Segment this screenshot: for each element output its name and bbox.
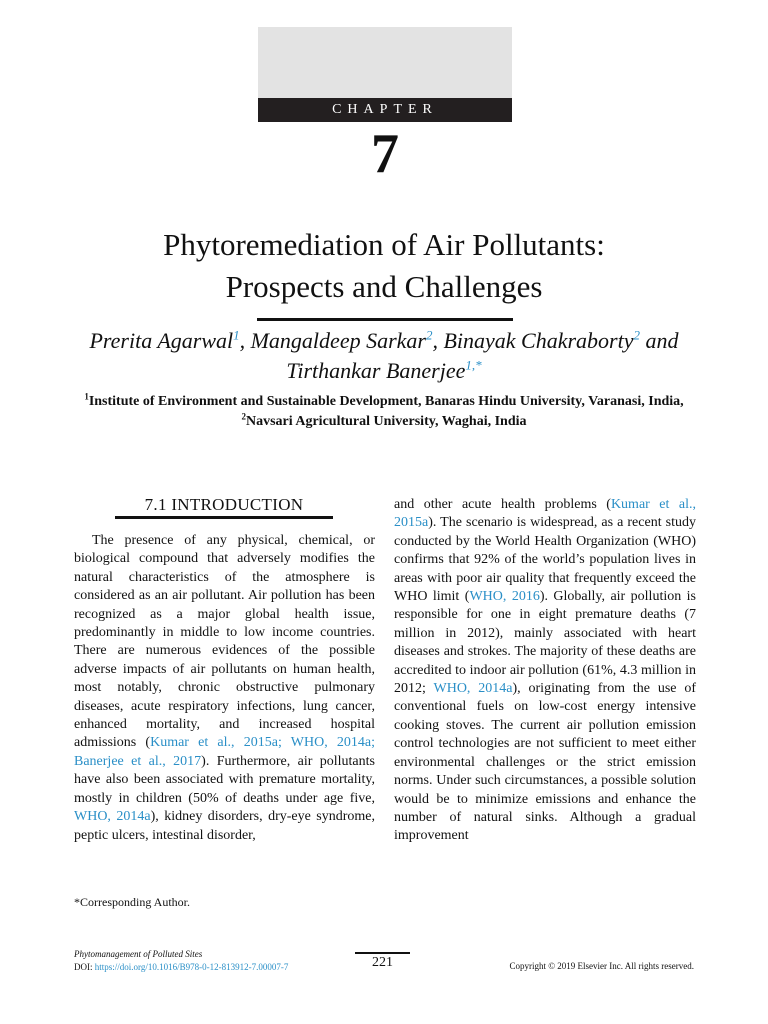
intro-paragraph-right bbox=[394, 496, 696, 846]
author-line-1 bbox=[40, 326, 728, 356]
author-line-2 bbox=[40, 356, 728, 386]
chapter-number: 7 bbox=[371, 123, 399, 185]
title-line-2: Prospects and Challenges bbox=[225, 269, 543, 304]
corresponding-author-note: *Corresponding Author. bbox=[74, 895, 190, 909]
citation-link[interactable]: WHO, 2014a bbox=[433, 681, 513, 697]
affiliation-ref[interactable]: 2 bbox=[425, 327, 433, 343]
doi-line bbox=[74, 961, 288, 974]
affiliation-1 bbox=[40, 392, 728, 412]
body-text: and other acute health problems ( bbox=[394, 497, 611, 512]
affiliation-number: 2 bbox=[241, 411, 246, 422]
author-name: Binayak Chakraborty bbox=[443, 328, 634, 353]
affiliation-ref[interactable]: 2 bbox=[633, 327, 640, 343]
author-name: Prerita Agarwal bbox=[89, 328, 234, 353]
body-text: ), kidney disorders, dry-eye syndrome, peptic ulcers, intestinal disorder, bbox=[74, 809, 375, 843]
doi-link[interactable]: https://doi.org/10.1016/B978-0-12-813912-7.00007-7 bbox=[94, 962, 289, 972]
body-text: ). Globally, air pollution is responsible for one in eight premature deaths (7 million in 2012), mainly associated with heart diseases and strokes. The majority of these deaths are accredited to indoor air pollution (61%, 4.3 million in 2012; bbox=[394, 589, 697, 697]
body-text: ). Furthermore, air pollutants have also been associated with premature mortality, mostly in children (50% of deaths under age five, bbox=[74, 753, 375, 806]
affiliations bbox=[40, 392, 728, 432]
author-name: Mangaldeep Sarkar bbox=[250, 328, 426, 353]
page-number: 221 bbox=[372, 955, 393, 970]
author-list bbox=[40, 326, 728, 386]
chapter-label: CHAPTER bbox=[258, 98, 512, 122]
affiliation-text: Institute of Environment and Sustainable Development, Banaras Hindu University, Varanasi, India, bbox=[88, 394, 684, 409]
author-separator: , bbox=[239, 328, 251, 353]
author-conjunction: and bbox=[640, 328, 679, 353]
section-heading: 7.1 INTRODUCTION bbox=[144, 495, 304, 514]
affiliation-ref[interactable]: 1 bbox=[233, 327, 240, 343]
affiliation-number: 1 bbox=[84, 391, 89, 402]
title-line-1: Phytoremediation of Air Pollutants: bbox=[163, 227, 605, 262]
affiliation-2 bbox=[40, 412, 728, 432]
book-info bbox=[74, 948, 288, 974]
citation-link[interactable]: Kumar et al., 2015a; WHO, 2014a; Banerjee et al., 2017 bbox=[74, 735, 375, 769]
section-divider bbox=[115, 516, 333, 519]
affiliation-ref[interactable]: 1,* bbox=[465, 357, 482, 373]
affiliation-text: Navsari Agricultural University, Waghai, India bbox=[245, 414, 527, 429]
book-title: Phytomanagement of Polluted Sites bbox=[74, 949, 203, 959]
citation-link[interactable]: WHO, 2014a bbox=[74, 809, 151, 825]
doi-label: DOI: bbox=[74, 962, 95, 972]
title-divider bbox=[257, 318, 513, 321]
chapter-title bbox=[60, 224, 708, 308]
body-text: The presence of any physical, chemical, or biological compound that adversely modifies the natural characteristics of the atmosphere is considered as an air pollutant. Air pollution has been recognized as a major global health issue, predominantly in middle to low income countries. There are numerous evidences of the possible adverse impacts of air pollutants on human health, most notably, chronic obstructive pulmonary diseases, acute respiratory infections, lung cancer, enhanced mortality, and increased hospital admissions ( bbox=[74, 533, 375, 751]
body-text: ). The scenario is widespread, as a recent study conducted by the World Health Organization (WHO) confirms that 92% of the world’s population lives in areas with poor air quality that frequently exceed the WHO limit ( bbox=[394, 515, 696, 605]
chapter-header-box bbox=[258, 27, 512, 98]
intro-paragraph-left bbox=[74, 532, 375, 845]
copyright-notice: Copyright © 2019 Elsevier Inc. All rights reserved. bbox=[509, 961, 694, 971]
citation-link[interactable]: Kumar et al., 2015a bbox=[394, 497, 696, 531]
author-separator: , bbox=[432, 328, 444, 353]
author-name: Tirthankar Banerjee bbox=[286, 358, 466, 383]
body-text: ), originating from the use of conventional fuels on low-cost energy intensive cooking stoves. The current air pollution emission control technologies are not sufficient to meet either environmental challenges or the strict emission norms. Under such circumstances, a possible solution would be to minimize emissions and enhance the number of natural sinks. Although a gradual improvement bbox=[394, 681, 696, 844]
citation-link[interactable]: WHO, 2016 bbox=[469, 589, 540, 605]
